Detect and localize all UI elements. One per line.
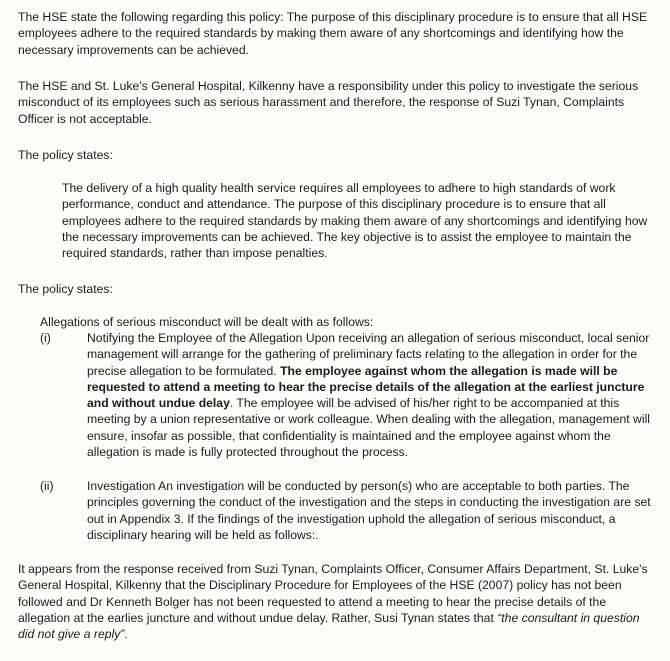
item1-bold-requirement: The employee against whom the allegation is made will be requested to attend a meeting to hear the precise details of the allegation at the earliest juncture and without undue delay [87, 363, 645, 411]
policy-quote-block: The delivery of a high quality health service requires all employees to adhere to high standards of work performance, conduct and attendance. The purpose of this disciplinary procedure is to ensure that all employees adhere to the required standards by making them aware of any shortcomings and identifying how the necessary improvements can be achieved. The key objective is to assist the employee to maintain the required standards, rather than impose penalties. [62, 181, 648, 261]
item1-text-part1: Notifying the Employee of the Allegation Upon receiving an allegation of serious misconduct, local senior management will arrange for the gathering of preliminary facts relating to the allegation in order for the precise allegation to be formulated. [87, 331, 650, 378]
policy-states-heading-2: The policy states: [18, 282, 113, 296]
conclusion-end: . [124, 627, 128, 642]
list-item-number: (ii) [40, 479, 54, 493]
allegations-intro: Allegations of serious misconduct will be dealt with as follows: [40, 315, 374, 329]
policy-states-heading-1: The policy states: [18, 148, 113, 162]
list-item-body: Investigation An investigation will be conducted by person(s) who are acceptable to both parties. The principles governing the conduct of the investigation and the steps in conducting the investigation are set out in Appendix 3. If the findings of the investigation uphold the allegation of serious misconduct, a disciplinary hearing will be held as follows:. [87, 479, 651, 542]
responsibility-paragraph: The HSE and St. Luke's General Hospital, Kilkenny have a responsibility under this policy to investigate the serious misconduct of its employees such as serious harassment and therefore, the response of Suzi Tynan, Complaints Officer is not acceptable. [18, 79, 639, 126]
list-item-number: (i) [40, 331, 51, 345]
item1-text-part2: . The employee will be advised of his/her right to be accompanied at this meeting by a union representative or work colleague. When dealing with the allegation, management will ensure, insofar as possible, that confidentiality is maintained and the employee against whom the allegation is made is fully protected throughout the process. [87, 396, 650, 460]
conclusion-text: It appears from the response received from Suzi Tynan, Complaints Officer, Consumer Affairs Department, St. Luke's General Hospital, Kilkenny that the Disciplinary Procedure for Employees of the HSE (2007) policy has not been followed and Dr Kenneth Bolger has not been requested to attend a meeting to hear the precise details of the allegation at the earlies juncture and without undue delay. Rather, Susi Tynan states that [18, 562, 648, 625]
conclusion-quote: “the consultant in question did not give a reply” [18, 610, 640, 642]
list-item-body [87, 330, 659, 460]
conclusion-paragraph [18, 561, 658, 642]
intro-paragraph: The HSE state the following regarding this policy: The purpose of this disciplinary procedure is to ensure that all HSE employees adhere to the required standards by making them aware of any shortcomings and identifying how the necessary improvements can be achieved. [18, 10, 648, 57]
